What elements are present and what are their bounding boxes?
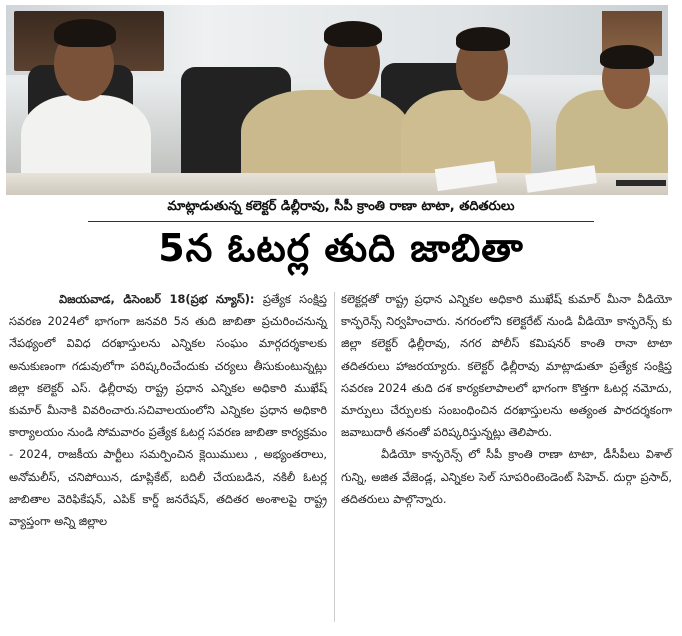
photo-person-hair <box>456 27 510 51</box>
article-dateline: విజయవాడ, డిసెంబర్ 18(ప్రభ న్యూస్): <box>59 292 255 306</box>
article-body-right-1: కలెక్టర్లతో రాష్ట్ర ప్రధాన ఎన్నికల అధికారి ముఖేష్ కుమార్ మీనా వీడియో కాన్ఫరెన్స్ నిర్వహించారు. నగరంలోని కలెక్టరేట్ నుండి వీడియో కాన్ఫరెన్స్ కు జిల్లా కలెక్టర్ ఢిల్లీరావు, నగర పోలీస్ కమిషనర్ కాంతి రానా టాటా తదితరులు హాజరయ్యారు. కలెక్టర్ ఢిల్లీరావు మాట్లాడుతూ ప్రత్యేక సంక్షిప్త సవరణ 2024 తుది దశ కార్యకలాపాలలో భాగంగా కొత్తగా ఓటర్ల నమోదు, మార్పులు చేర్పులకు సంబంధించిన దరఖాస్తులను అత్యంత పారదర్శకంగా జవాబుదారీ తనంతో పరిష్కరిస్తున్నట్లు తెలిపారు. <box>341 292 672 440</box>
photo-person-hair <box>600 45 654 69</box>
article-column-left <box>9 288 327 532</box>
article-body-right-2: వీడియో కాన్ఫరెన్స్ లో సీపీ క్రాంతి రాణా టాటా, డీసీపీలు విశాల్ గున్ని, అజిత వేజెండ్ల, ఎన్నికల సెల్ సూపరింటెండెంట్ సిహెచ్. దుర్గా ప్రసాద్, తదితరులు పాల్గొన్నారు. <box>341 447 672 506</box>
column-divider <box>334 292 335 622</box>
photo-person-hair <box>54 19 116 47</box>
photo-microphone <box>616 180 666 186</box>
article-body-left: ప్రత్యేక సంక్షిప్త సవరణ 2024లో భాగంగా జనవరి 5న తుది జాబితా ప్రచురించనున్న నేపథ్యంలో వివిధ దరఖాస్తులను ఎన్నికల సంఘం మార్గదర్శకాలకు అనుకుణంగా గడువులోగా పరిష్కరించేందుకు చర్యలు తీసుకుంటున్నట్లు జిల్లా కలెక్టర్ ఎస్. ఢిల్లీరావు రాష్ట్ర ప్రధాన ఎన్నికల అధికారి ముఖేష్ కుమార్ మీనాకి వివరించారు.సచివాలయంలోని ఎన్నికల ప్రధాన అధికారి కార్యాలయం నుండి సోమవారం ప్రత్యేక ఓటర్ల సవరణ జాబితా కార్యక్రమం - 2024, రాజకీయ పార్టీలు సమర్పించిన క్లెయిములు , అభ్యంతరాలు, అనోమలీస్, చనిపోయిన, డూప్లికేట్, బదిలీ చేయబడిన, నకిలీ ఓటర్ల జాబితాల వెరిఫికేషన్, ఎపిక్ కార్డ్ జనరేషన్, తదితర అంశాలపై రాష్ట్ర వ్యాప్తంగా అన్ని జిల్లాల <box>9 292 327 529</box>
photo-caption: మాట్లాడుతున్న కలెక్టర్ డిల్లీరావు, సీపీ క్రాంతి రాణా టాటా, తదితరులు <box>167 199 515 214</box>
headline: 5న ఓటర్ల తుది జాబితా <box>158 226 524 270</box>
article-column-right <box>341 288 672 510</box>
caption-rule <box>88 221 594 222</box>
news-photo <box>6 5 668 195</box>
photo-person-hair <box>324 21 382 47</box>
